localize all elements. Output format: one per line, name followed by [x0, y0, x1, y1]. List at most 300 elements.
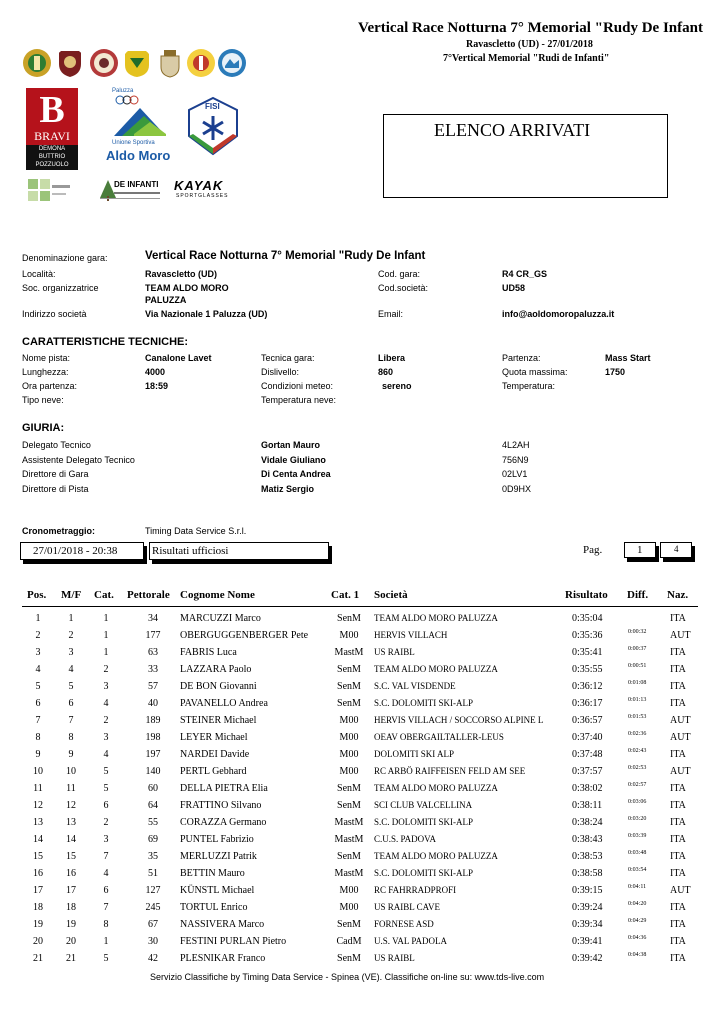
- cell-societa: US RAIBL: [374, 953, 415, 963]
- cell-societa: S.C. DOLOMITI SKI-ALP: [374, 698, 473, 708]
- cell-mf: 16: [66, 868, 76, 879]
- cell-naz: AUT: [670, 885, 691, 896]
- cell-naz: ITA: [670, 902, 686, 913]
- cell-societa: RC FAHRRADPROFI: [374, 885, 457, 895]
- cell-pos: 20: [33, 936, 43, 947]
- cell-pettorale: 69: [148, 834, 158, 845]
- cell-risultato: 0:38:58: [572, 868, 603, 879]
- col-header-pettorale: Pettorale: [127, 589, 170, 601]
- cell-mf: 11: [66, 783, 76, 794]
- cell-naz: ITA: [670, 953, 686, 964]
- col-header-name: Cognome Nome: [180, 589, 255, 601]
- cell-mf: 8: [68, 732, 74, 743]
- cell-name: PUNTEL Fabrizio: [180, 834, 254, 845]
- cell-pos: 1: [35, 613, 41, 624]
- cell-cat1: M00: [339, 749, 359, 760]
- cell-societa: HERVIS VILLACH: [374, 630, 448, 640]
- cell-name: PLESNIKAR Franco: [180, 953, 266, 964]
- table-row: [0, 698, 724, 715]
- cell-societa: HERVIS VILLACH / SOCCORSO ALPINE L: [374, 715, 544, 725]
- de-infanti-logo: [98, 178, 162, 206]
- giuria-role: Direttore di Pista: [22, 484, 89, 494]
- cell-naz: ITA: [670, 936, 686, 947]
- cell-risultato: 0:35:04: [572, 613, 603, 624]
- seal-logo-1: [22, 48, 52, 78]
- seal-logo-6: [186, 48, 216, 78]
- document-title: ELENCO ARRIVATI: [434, 120, 591, 140]
- cell-cat1: MastM: [334, 834, 364, 845]
- table-row: [0, 630, 724, 647]
- cell-risultato: 0:36:57: [572, 715, 603, 726]
- cell-societa: S.C. VAL VISDENDE: [374, 681, 456, 691]
- table-row: [0, 885, 724, 902]
- cell-name: TORTUL Enrico: [180, 902, 248, 913]
- cell-societa: U.S. VAL PADOLA: [374, 936, 448, 946]
- bravi-line-3: POZZUOLO: [35, 162, 69, 168]
- denominazione-label: Denominazione gara:: [22, 253, 108, 263]
- col-header-naz: Naz.: [667, 589, 689, 601]
- partenza-label: Partenza:: [502, 353, 541, 363]
- cell-mf: 13: [66, 817, 76, 828]
- cell-name: OBERGUGGENBERGER Pete: [180, 630, 309, 641]
- cronometraggio-value: Timing Data Service S.r.l.: [145, 526, 247, 536]
- race-location-date: Ravascletto (UD) - 27/01/2018: [466, 39, 593, 50]
- bravi-logo-word: BRAVI: [34, 129, 70, 143]
- giuria-code: 756N9: [502, 455, 529, 465]
- cell-pos: 5: [35, 681, 41, 692]
- aldo-moro-logo: [104, 88, 174, 168]
- cell-cat1: M00: [339, 885, 359, 896]
- cell-risultato: 0:39:24: [572, 902, 603, 913]
- giuria-role: Direttore di Gara: [22, 469, 89, 479]
- cell-pettorale: 189: [145, 715, 161, 726]
- seal-logo-4: [122, 48, 152, 78]
- cell-mf: 3: [68, 647, 74, 658]
- cell-risultato: 0:35:41: [572, 647, 603, 658]
- cell-risultato: 0:38:43: [572, 834, 603, 845]
- cronometraggio-label: Cronometraggio:: [22, 526, 95, 536]
- cell-risultato: 0:38:53: [572, 851, 603, 862]
- cell-naz: AUT: [670, 715, 691, 726]
- page-label: Pag.: [583, 544, 603, 556]
- datetime-text: 27/01/2018 - 20:38: [33, 545, 118, 557]
- cell-cat1: M00: [339, 630, 359, 641]
- cell-diff: 0:03:06: [628, 799, 647, 805]
- cell-name: CORAZZA Germano: [180, 817, 267, 828]
- status-text: Risultati ufficiosi: [152, 545, 229, 557]
- cell-cat1: SenM: [337, 919, 361, 930]
- cell-pettorale: 63: [148, 647, 158, 658]
- cell-pos: 17: [33, 885, 43, 896]
- cell-risultato: 0:35:55: [572, 664, 603, 675]
- small-sponsor-logo-1: [26, 175, 72, 209]
- cell-pos: 15: [33, 851, 43, 862]
- cell-risultato: 0:39:41: [572, 936, 603, 947]
- cell-cat: 1: [103, 647, 109, 658]
- cell-cat: 8: [103, 919, 109, 930]
- cell-cat: 7: [103, 902, 109, 913]
- cell-pos: 9: [35, 749, 41, 760]
- cell-naz: ITA: [670, 698, 686, 709]
- cell-societa: US RAIBL CAVE: [374, 902, 441, 912]
- cell-societa: OEAV OBERGAILTALLER-LEUS: [374, 732, 504, 742]
- cell-risultato: 0:39:34: [572, 919, 603, 930]
- cell-name: LAZZARA Paolo: [180, 664, 252, 675]
- cod-gara-label: Cod. gara:: [378, 269, 421, 279]
- cell-cat1: SenM: [337, 681, 361, 692]
- cell-diff: 0:04:29: [628, 918, 647, 924]
- cell-risultato: 0:39:15: [572, 885, 603, 896]
- cell-pettorale: 33: [148, 664, 158, 675]
- table-row: [0, 613, 724, 630]
- quota-value: 1750: [605, 367, 626, 377]
- fisi-text: FISI: [205, 102, 220, 111]
- race-subtitle: 7°Vertical Memorial "Rudi de Infanti": [443, 53, 610, 64]
- cell-pettorale: 55: [148, 817, 158, 828]
- fisi-logo: [185, 96, 241, 160]
- seal-logo-7: [217, 48, 247, 78]
- cell-naz: ITA: [670, 851, 686, 862]
- table-row: [0, 715, 724, 732]
- col-header-risultato: Risultato: [565, 589, 608, 601]
- cell-diff: 0:04:11: [628, 884, 647, 890]
- cell-pettorale: 30: [148, 936, 158, 947]
- status-box: [149, 542, 329, 560]
- cell-mf: 10: [66, 766, 76, 777]
- cell-pos: 18: [33, 902, 43, 913]
- cell-diff: 0:01:08: [628, 680, 647, 686]
- giuria-heading: GIURIA:: [22, 422, 65, 434]
- cell-cat: 4: [103, 868, 109, 879]
- giuria-code: 02LV1: [502, 469, 528, 479]
- ora-partenza-label: Ora partenza:: [22, 381, 78, 391]
- table-row: [0, 664, 724, 681]
- cell-diff: 0:04:20: [628, 901, 647, 907]
- table-row: [0, 919, 724, 936]
- cell-diff: 0:03:20: [628, 816, 647, 822]
- cell-diff: 0:03:48: [628, 850, 647, 856]
- col-header-cat1: Cat. 1: [331, 589, 360, 601]
- cell-cat: 2: [103, 817, 109, 828]
- cell-societa: TEAM ALDO MORO PALUZZA: [374, 851, 498, 861]
- cell-cat1: SenM: [337, 613, 361, 624]
- dislivello-value: 860: [378, 367, 394, 377]
- table-row: [0, 732, 724, 749]
- tipo-neve-label: Tipo neve:: [22, 395, 64, 405]
- aldo-moro-paluzza-text: Paluzza: [112, 88, 134, 94]
- cell-name: MERLUZZI Patrik: [180, 851, 257, 862]
- cell-risultato: 0:35:36: [572, 630, 603, 641]
- table-row: [0, 783, 724, 800]
- caratteristiche-heading: CARATTERISTICHE TECNICHE:: [22, 336, 189, 348]
- cell-naz: ITA: [670, 817, 686, 828]
- email-label: Email:: [378, 309, 404, 319]
- table-row: [0, 834, 724, 851]
- cell-risultato: 0:36:17: [572, 698, 603, 709]
- cell-naz: ITA: [670, 749, 686, 760]
- cell-societa: RC ARBÖ RAIFFEISEN FELD AM SEE: [374, 766, 526, 776]
- aldo-moro-emblem: [110, 94, 170, 138]
- cell-cat: 3: [103, 681, 109, 692]
- seal-logo-3: [89, 48, 119, 78]
- cell-naz: AUT: [670, 630, 691, 641]
- cell-cat1: M00: [339, 732, 359, 743]
- table-row: [0, 953, 724, 970]
- cell-pettorale: 198: [145, 732, 161, 743]
- cell-mf: 7: [68, 715, 74, 726]
- cell-diff: 0:03:39: [628, 833, 647, 839]
- cell-cat: 6: [103, 885, 109, 896]
- cell-societa: TEAM ALDO MORO PALUZZA: [374, 783, 498, 793]
- cell-naz: ITA: [670, 681, 686, 692]
- indirizzo-value: Via Nazionale 1 Paluzza (UD): [145, 309, 268, 319]
- bravi-line-2: BUTTRIO: [38, 154, 66, 160]
- cell-diff: 0:04:36: [628, 935, 647, 941]
- cell-cat: 7: [103, 851, 109, 862]
- page-total-box: [660, 542, 692, 558]
- aldo-moro-line-1: Unione Sportiva: [112, 140, 155, 146]
- cell-cat1: SenM: [337, 664, 361, 675]
- cell-pos: 3: [35, 647, 41, 658]
- cell-mf: 18: [66, 902, 76, 913]
- temperatura-label: Temperatura:: [502, 381, 556, 391]
- cell-pos: 11: [33, 783, 43, 794]
- cell-pettorale: 177: [145, 630, 161, 641]
- cell-risultato: 0:37:57: [572, 766, 603, 777]
- localita-label: Località:: [22, 269, 56, 279]
- cell-naz: ITA: [670, 834, 686, 845]
- cell-mf: 14: [66, 834, 76, 845]
- bravi-line-1: DEMONA: [38, 146, 66, 152]
- cell-cat1: M00: [339, 766, 359, 777]
- cell-mf: 20: [66, 936, 76, 947]
- cell-cat: 6: [103, 800, 109, 811]
- cell-societa: S.C. DOLOMITI SKI-ALP: [374, 868, 473, 878]
- cell-mf: 21: [66, 953, 76, 964]
- cell-diff: 0:04:38: [628, 952, 647, 958]
- cell-cat1: MastM: [334, 647, 364, 658]
- cell-mf: 6: [68, 698, 74, 709]
- quota-label: Quota massima:: [502, 367, 568, 377]
- cell-pettorale: 64: [148, 800, 158, 811]
- cell-name: MARCUZZI Marco: [180, 613, 261, 624]
- cell-mf: 15: [66, 851, 76, 862]
- cell-name: PAVANELLO Andrea: [180, 698, 268, 709]
- footer-text: Servizio Classifiche by Timing Data Service - Spinea (VE). Classifiche on-line su: www.tds-live.com: [150, 972, 545, 982]
- col-header-societa: Società: [374, 589, 408, 601]
- soc-org-label: Soc. organizzatrice: [22, 283, 99, 293]
- cell-name: DE BON Giovanni: [180, 681, 257, 692]
- cell-cat1: MastM: [334, 817, 364, 828]
- cell-pettorale: 197: [145, 749, 161, 760]
- table-row: [0, 851, 724, 868]
- table-row: [0, 681, 724, 698]
- tecnica-value: Libera: [378, 353, 406, 363]
- cell-societa: TEAM ALDO MORO PALUZZA: [374, 664, 498, 674]
- bravi-logo: [26, 88, 78, 170]
- col-header-cat: Cat.: [94, 589, 114, 601]
- cell-pos: 13: [33, 817, 43, 828]
- col-header-pos: Pos.: [27, 589, 47, 601]
- cell-pettorale: 60: [148, 783, 158, 794]
- cod-soc-value: UD58: [502, 283, 526, 293]
- cell-pettorale: 42: [148, 953, 158, 964]
- cell-name: KÜNSTL Michael: [180, 885, 255, 896]
- cell-risultato: 0:39:42: [572, 953, 603, 964]
- cell-mf: 1: [68, 613, 74, 624]
- race-title: Vertical Race Notturna 7° Memorial "Rudy De Infant: [358, 20, 703, 36]
- cell-mf: 19: [66, 919, 76, 930]
- cell-cat: 2: [103, 715, 109, 726]
- kayak-logo: [172, 178, 248, 202]
- cell-cat1: CadM: [336, 936, 362, 947]
- giuria-code: 4L2AH: [502, 440, 530, 450]
- cell-cat: 1: [103, 613, 109, 624]
- bravi-logo-letter: B: [39, 89, 65, 131]
- cell-pos: 16: [33, 868, 43, 879]
- nome-pista-value: Canalone Lavet: [145, 353, 212, 363]
- table-row: [0, 800, 724, 817]
- cell-societa: SCI CLUB VALCELLINA: [374, 800, 473, 810]
- col-header-mf: M/F: [61, 589, 82, 601]
- table-row: [0, 936, 724, 953]
- cell-risultato: 0:36:12: [572, 681, 603, 692]
- table-header-rule: [22, 606, 698, 607]
- table-row: [0, 868, 724, 885]
- cell-societa: US RAIBL: [374, 647, 415, 657]
- cell-naz: ITA: [670, 868, 686, 879]
- table-row: [0, 902, 724, 919]
- seal-logo-2: [55, 48, 85, 78]
- cell-pos: 4: [35, 664, 41, 675]
- meteo-label: Condizioni meteo:: [261, 381, 334, 391]
- kayak-sub-text: SPORTGLASSES: [176, 193, 229, 199]
- cell-risultato: 0:37:48: [572, 749, 603, 760]
- nome-pista-label: Nome pista:: [22, 353, 71, 363]
- cell-cat: 3: [103, 732, 109, 743]
- cell-diff: 0:00:32: [628, 629, 647, 635]
- cell-cat: 2: [103, 664, 109, 675]
- cell-societa: S.C. DOLOMITI SKI-ALP: [374, 817, 473, 827]
- cell-risultato: 0:38:11: [572, 800, 603, 811]
- giuria-name: Di Centa Andrea: [261, 469, 331, 479]
- cell-pettorale: 245: [145, 902, 161, 913]
- cell-name: FRATTINO Silvano: [180, 800, 262, 811]
- cell-name: NASSIVERA Marco: [180, 919, 265, 930]
- cell-pos: 10: [33, 766, 43, 777]
- cell-naz: ITA: [670, 783, 686, 794]
- cell-diff: 0:01:53: [628, 714, 647, 720]
- temp-neve-label: Temperatura neve:: [261, 395, 337, 405]
- cell-pettorale: 51: [148, 868, 158, 879]
- cell-cat: 1: [103, 630, 109, 641]
- cell-mf: 2: [68, 630, 74, 641]
- cell-pos: 12: [33, 800, 43, 811]
- cell-naz: ITA: [670, 613, 686, 624]
- cell-pettorale: 127: [145, 885, 161, 896]
- cell-pos: 19: [33, 919, 43, 930]
- soc-org-value-1: TEAM ALDO MORO: [145, 283, 229, 293]
- cell-pettorale: 34: [148, 613, 158, 624]
- cell-societa: C.U.S. PADOVA: [374, 834, 437, 844]
- cell-cat1: SenM: [337, 953, 361, 964]
- cell-name: NARDEI Davide: [180, 749, 250, 760]
- table-row: [0, 749, 724, 766]
- cell-diff: 0:00:51: [628, 663, 647, 669]
- table-row: [0, 647, 724, 664]
- localita-value: Ravascletto (UD): [145, 269, 218, 279]
- giuria-role: Delegato Tecnico: [22, 440, 91, 450]
- cell-name: STEINER Michael: [180, 715, 257, 726]
- cell-name: BETTIN Mauro: [180, 868, 245, 879]
- cell-cat1: SenM: [337, 783, 361, 794]
- cell-pettorale: 140: [145, 766, 161, 777]
- tecnica-label: Tecnica gara:: [261, 353, 315, 363]
- cell-cat: 5: [103, 766, 109, 777]
- giuria-code: 0D9HX: [502, 484, 532, 494]
- cod-soc-label: Cod.società:: [378, 283, 429, 293]
- col-header-diff: Diff.: [627, 589, 649, 601]
- dislivello-label: Dislivello:: [261, 367, 300, 377]
- email-value: info@aoldomoropaluzza.it: [502, 309, 615, 319]
- cell-diff: 0:00:37: [628, 646, 647, 652]
- cell-name: DELLA PIETRA Elia: [180, 783, 268, 794]
- cell-pos: 14: [33, 834, 43, 845]
- cell-pos: 21: [33, 953, 43, 964]
- cell-diff: 0:02:43: [628, 748, 647, 754]
- cell-cat1: SenM: [337, 851, 361, 862]
- aldo-moro-line-2: Aldo Moro: [106, 148, 171, 163]
- cell-societa: TEAM ALDO MORO PALUZZA: [374, 613, 498, 623]
- cell-pettorale: 35: [148, 851, 158, 862]
- cell-diff: 0:03:54: [628, 867, 647, 873]
- cell-diff: 0:02:57: [628, 782, 647, 788]
- cell-risultato: 0:38:24: [572, 817, 603, 828]
- giuria-name: Matiz Sergio: [261, 484, 315, 494]
- cell-cat1: SenM: [337, 698, 361, 709]
- cell-pettorale: 40: [148, 698, 158, 709]
- indirizzo-label: Indirizzo società: [22, 309, 87, 319]
- seal-logo-5: [155, 48, 185, 78]
- cell-cat: 5: [103, 783, 109, 794]
- denominazione-value: Vertical Race Notturna 7° Memorial "Rudy De Infant: [145, 250, 426, 262]
- ora-partenza-value: 18:59: [145, 381, 169, 391]
- cell-name: FABRIS Luca: [180, 647, 237, 658]
- cell-risultato: 0:38:02: [572, 783, 603, 794]
- cell-diff: 0:02:53: [628, 765, 647, 771]
- page-current-box: [624, 542, 656, 558]
- cell-societa: FORNESE ASD: [374, 919, 434, 929]
- giuria-name: Gortan Mauro: [261, 440, 321, 450]
- lunghezza-label: Lunghezza:: [22, 367, 69, 377]
- cell-mf: 5: [68, 681, 74, 692]
- cell-cat: 4: [103, 749, 109, 760]
- cell-pettorale: 57: [148, 681, 158, 692]
- cell-mf: 4: [68, 664, 74, 675]
- cell-risultato: 0:37:40: [572, 732, 603, 743]
- table-row: [0, 817, 724, 834]
- cell-pos: 6: [35, 698, 41, 709]
- cell-name: FESTINI PURLAN Pietro: [180, 936, 287, 947]
- cell-pettorale: 67: [148, 919, 158, 930]
- cell-name: LEYER Michael: [180, 732, 248, 743]
- soc-org-value-2: PALUZZA: [145, 295, 187, 305]
- lunghezza-value: 4000: [145, 367, 166, 377]
- cell-pos: 7: [35, 715, 41, 726]
- cell-naz: ITA: [670, 919, 686, 930]
- partenza-value: Mass Start: [605, 353, 651, 363]
- cell-pos: 2: [35, 630, 41, 641]
